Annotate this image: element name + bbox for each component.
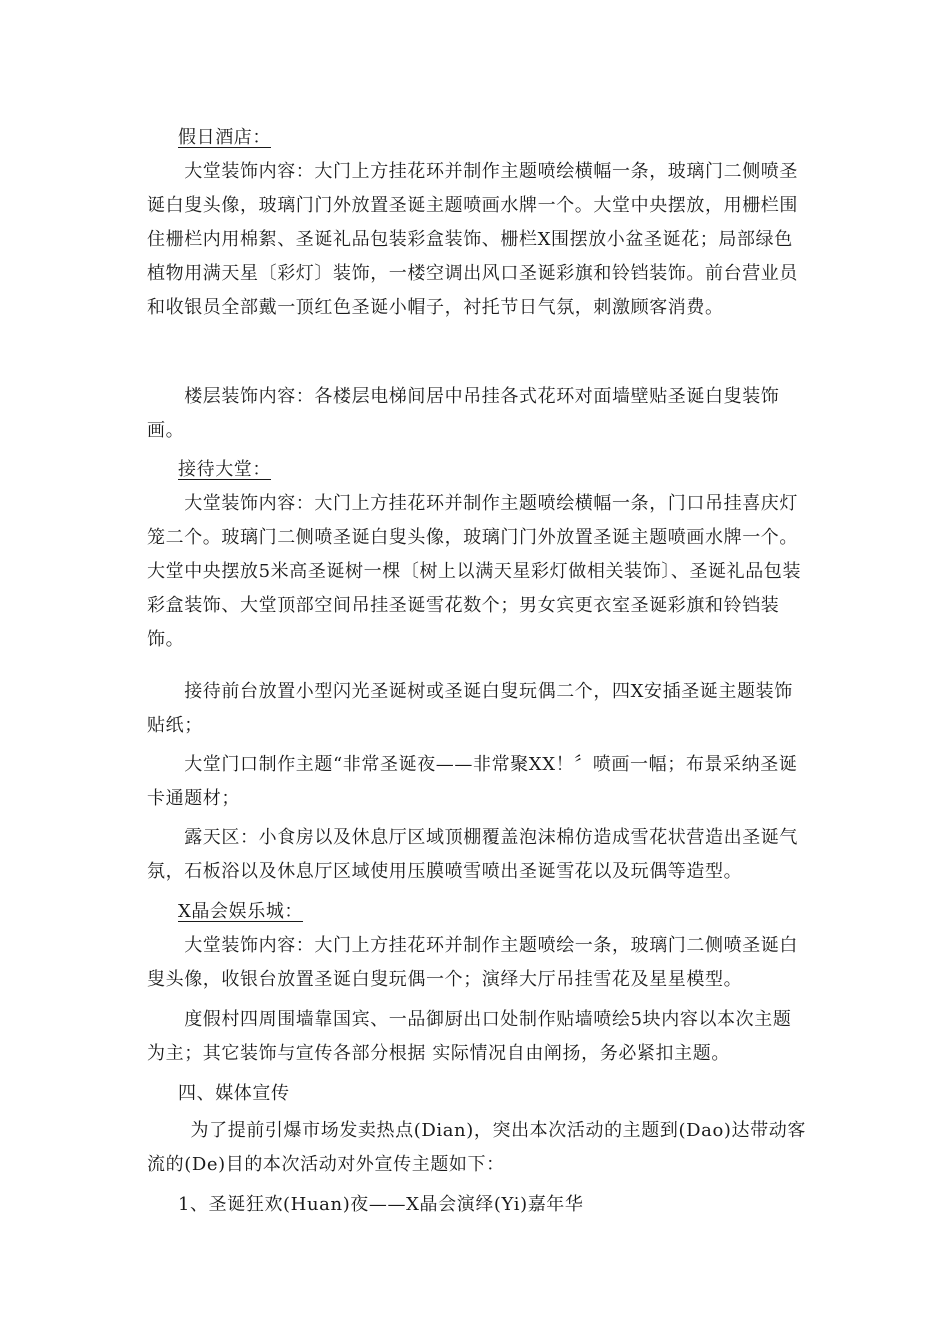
paragraph-resort-walls: 度假村四周围墙靠国宾、一品御厨出口处制作贴墙喷绘5块内容以本次主题为主；其它装饰与宣传各部分根据 实际情况自由阐扬，务必紧扣主题。 <box>147 1009 792 1064</box>
section-heading-entertainment-city: X晶会娱乐城： <box>178 901 304 922</box>
section-heading-reception-hall: 接待大堂： <box>178 459 271 480</box>
section-heading-holiday-hotel: 假日酒店： <box>178 127 271 148</box>
section-heading-media: 四、媒体宣传 <box>178 1083 290 1104</box>
paragraph-holiday-hotel-floors: 楼层装饰内容：各楼层电梯间居中吊挂各式花环对面墙壁贴圣诞白叟装饰画。 <box>147 386 780 441</box>
paragraph-media-intro: 为了提前引爆市场发卖热点(Dian)，突出本次活动的主题到(Dao)达带动客流的(De)目的本次活动对外宣传主题如下： <box>147 1120 806 1175</box>
paragraph-reception-entrance: 大堂门口制作主题“非常圣诞夜——非常聚XX！〞喷画一幅；布景采纳圣诞卡通题材； <box>147 754 798 809</box>
paragraph-reception-hall-lobby: 大堂装饰内容：大门上方挂花环并制作主题喷绘横幅一条，门口吊挂喜庆灯笼二个。玻璃门二侧喷圣诞白叟头像，玻璃门门外放置圣诞主题喷画水牌一个。大堂中央摆放5米高圣诞树一棵〔树上以满天星彩灯做相关装饰〕、圣诞礼品包装彩盒装饰、大堂顶部空间吊挂圣诞雪花数个；男女宾更衣室圣诞彩旗和铃铛装饰。 <box>147 493 802 650</box>
paragraph-reception-front-desk: 接待前台放置小型闪光圣诞树或圣诞白叟玩偶二个，四X安插圣诞主题装饰贴纸； <box>147 681 793 736</box>
paragraph-holiday-hotel-lobby: 大堂装饰内容：大门上方挂花环并制作主题喷绘横幅一条，玻璃门二侧喷圣诞白叟头像，玻璃门门外放置圣诞主题喷画水牌一个。大堂中央摆放，用栅栏围住栅栏内用棉絮、圣诞礼品包装彩盒装饰、栅栏X围摆放小盆圣诞花；局部绿色植物用满天星〔彩灯〕装饰，一楼空调出风口圣诞彩旗和铃铛装饰。前台营业员和收银员全部戴一顶红色圣诞小帽子，衬托节日气氛，刺激顾客消费。 <box>147 161 798 318</box>
paragraph-outdoor-area: 露天区：小食房以及休息厅区域顶棚覆盖泡沫棉仿造成雪花状营造出圣诞气氛，石板浴以及休息厅区域使用压膜喷雪喷出圣诞雪花以及玩偶等造型。 <box>147 827 798 882</box>
paragraph-entertainment-lobby: 大堂装饰内容：大门上方挂花环并制作主题喷绘一条，玻璃门二侧喷圣诞白叟头像，收银台放置圣诞白叟玩偶一个；演绎大厅吊挂雪花及星星模型。 <box>147 935 798 990</box>
list-item-media-theme-1: 1、圣诞狂欢(Huan)夜——X晶会演绎(Yi)嘉年华 <box>178 1194 584 1215</box>
